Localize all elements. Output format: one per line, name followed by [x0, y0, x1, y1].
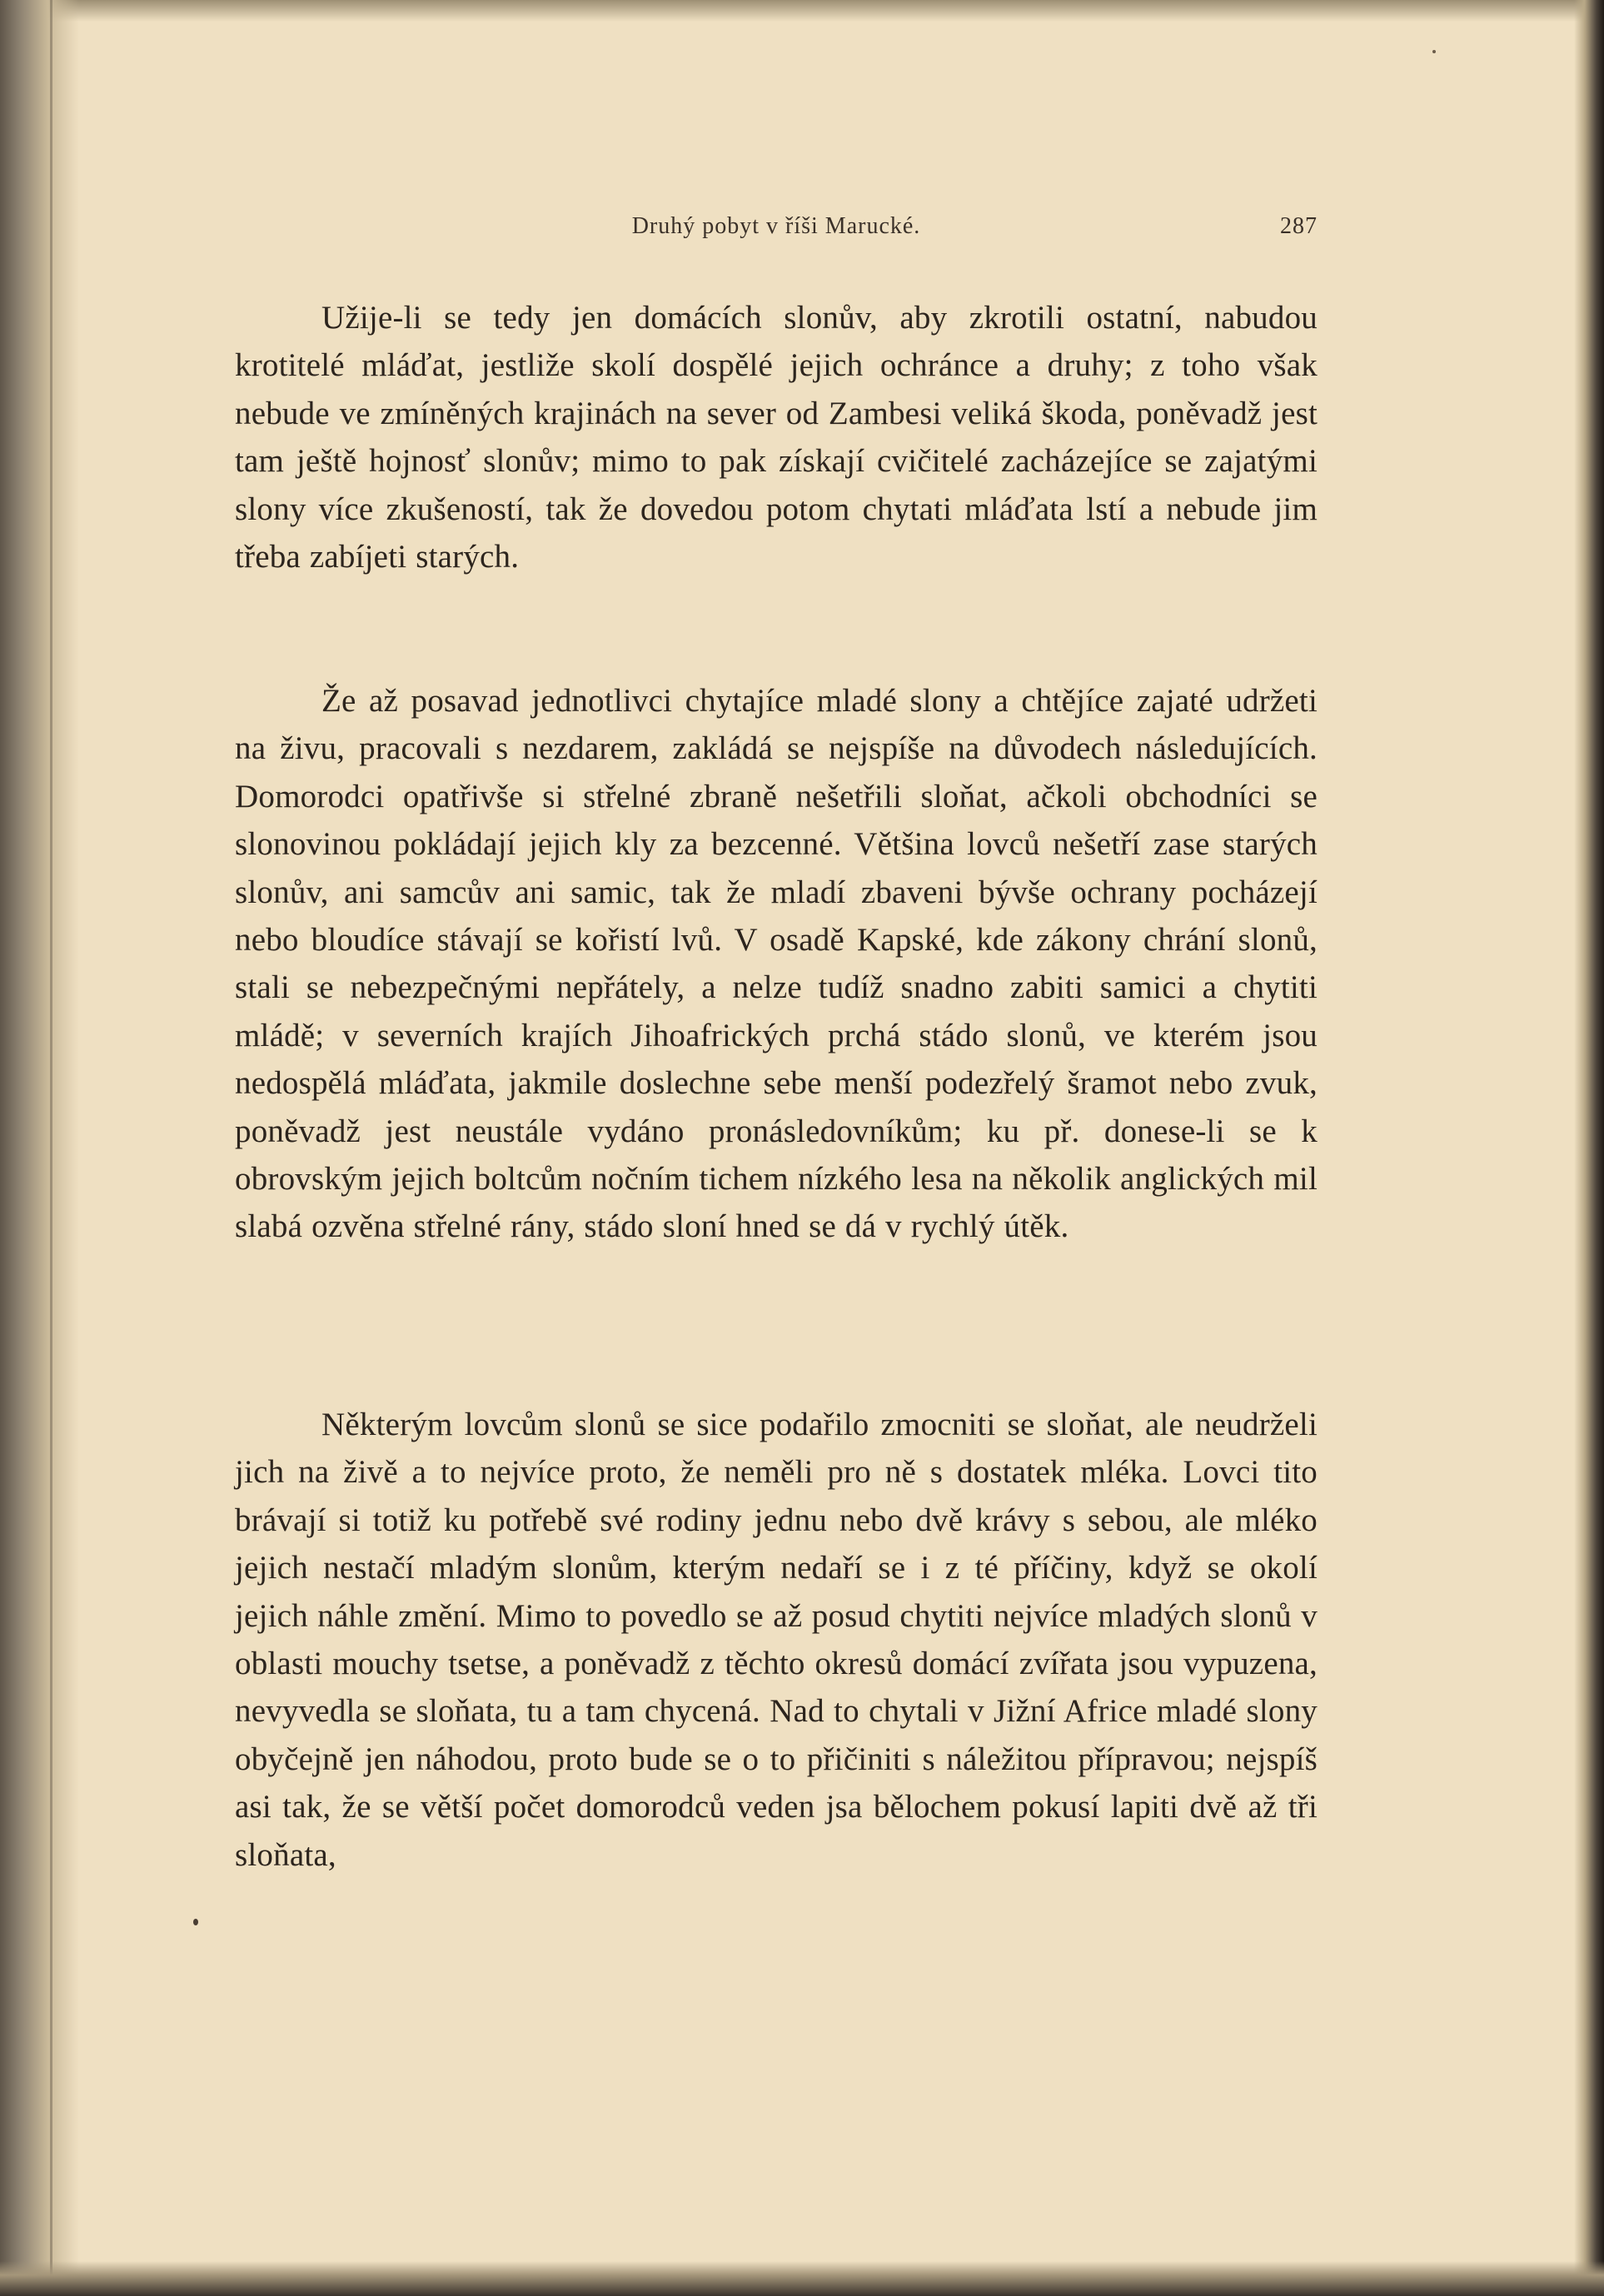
page-bottom-edge	[0, 2261, 1604, 2296]
running-header	[235, 213, 1318, 247]
stray-ink-dot	[1432, 50, 1436, 53]
running-title: Druhý pobyt v říši Marucké.	[631, 213, 921, 239]
body-paragraph: Některým lovcům slonů se sice podařilo zmocniti se sloňat, ale neudrželi jich na živě a to nejvíce proto, že neměli pro ně s dostatek mléka. Lovci tito brávají si totiž ku potřebě své rodiny jednu nebo dvě krávy s sebou, ale mléko jejich nestačí mladým slonům, kterým nedaří se i z té příčiny, když se okolí jejich náhle změní. Mimo to povedlo se až posud chytiti nejvíce mladých slonů v oblasti mouchy tsetse, a poněvadž z těchto okresů domácí zvířata jsou vypuzena, nevyvedla se sloňata, tu a tam chycená. Nad to chytali v Jižní Africe mladé slony obyčejně jen náhodou, proto bude se o to přičiniti s náležitou přípravou; nejspíš asi tak, že se větší počet domorodců veden jsa bělochem pokusí lapiti dvě až tři sloňata,	[235, 1407, 1318, 1873]
page-right-edge	[1574, 0, 1604, 2296]
body-paragraph: Užije-li se tedy jen domácích slonův, aby zkrotili ostatní, nabudou krotitelé mláďat, jestliže skolí dospělé jejich ochránce a druhy; z toho však nebude ve zmíněných krajinách na sever od Zambesi veliká škoda, poněvadž jest tam ještě hojnosť slonův; mimo to pak získají cvičitelé zacházejíce se zajatými slony více zkušeností, tak že dovedou potom chytati mláďata lstí a nebude jim třeba zabíjeti starých.	[235, 300, 1318, 575]
binding-crease	[50, 0, 52, 2296]
body-paragraph: Že až posavad jednotlivci chytajíce mladé slony a chtějíce zajaté udržeti na živu, pracovali s nezdarem, zakládá se nejspíše na důvodech následujících. Domorodci opatřivše si střelné zbraně nešetřili sloňat, ačkoli obchodníci se slonovinou pokládají jejich kly za bezcenné. Většina lovců nešetří zase starých slonův, ani samcův ani samic, tak že mladí zbaveni bývše ochrany pocházejí nebo bloudíce stávají se kořistí lvů. V osadě Kapské, kde zákony chrání slonů, stali se nebezpečnými nepřátely, a nelze tudíž snadno zabiti samici a chytiti mládě; v severních krajích Jihoafrických prchá stádo slonů, ve kterém jsou nedospělá mláďata, jakmile doslechne sebe menší podezřelý šramot nebo zvuk, poněvadž jest neustále vydáno pronásledovníkům; ku př. donese-li se k obrovským jejich boltcům nočním tichem nízkého lesa na několik anglických mil slabá ozvěna střelné rány, stádo sloní hned se dá v rychlý útěk.	[235, 683, 1318, 1245]
binding-shadow	[0, 0, 79, 2296]
margin-ink-mark	[193, 1919, 198, 1925]
page-number: 287	[1280, 213, 1318, 239]
page-top-edge	[0, 0, 1604, 22]
